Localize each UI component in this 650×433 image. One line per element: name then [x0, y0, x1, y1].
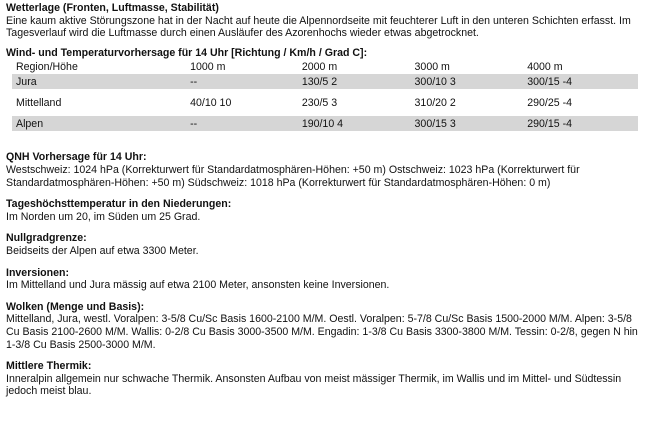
qnh-heading: QNH Vorhersage für 14 Uhr: [6, 151, 147, 164]
inversionen-text: Im Mittelland und Jura mässig auf etwa 2100 Meter, ansonsten keine Inversionen. [6, 279, 390, 292]
table-cell: 300/15 3 [411, 116, 524, 131]
wolken-text: Mittelland, Jura, westl. Voralpen: 3-5/8 Cu/Sc Basis 1600-2100 M/M. Oestl. Voralpen: 5-7/8 Cu/Sc Basis 1500-2000 M/M. Alpen: 3-5/8 Cu Basis 2100-2600 M/M. Wallis: 0-2/8 Cu Basis 3000-3500 M/M. Engadin: 1-3/8 Cu Basis 3300-3800 M/M. Tessin: 0-2/8, gegen N hin 1-3/8 Cu Basis 2500-3000 M/M. [6, 313, 638, 351]
table-cell: 300/15 -4 [523, 74, 638, 89]
table-cell: Jura [12, 74, 184, 89]
table-row [12, 74, 638, 89]
table-cell: Mittelland [16, 96, 62, 109]
temperatur-section [6, 198, 646, 223]
table-cell: 130/5 2 [298, 74, 411, 89]
column-header: Region/Höhe [16, 60, 78, 73]
table-cell: 230/5 3 [301, 96, 338, 109]
inversionen-heading: Inversionen: [6, 266, 69, 279]
table-cell: 300/10 3 [411, 74, 524, 89]
column-header: 4000 m [527, 60, 563, 73]
wetterlage-text: Eine kaum aktive Störungszone hat in der Nacht auf heute die Alpennordseite mit feuchterer Luft in den unteren Schichten erfasst. Im Tagesverlauf wird die Luftmasse durch einen Ausläufer des Azorenhochs wieder etwas abgetrocknet. [6, 14, 631, 40]
column-header: 1000 m [190, 60, 226, 73]
table-cell: 190/10 4 [298, 116, 411, 131]
wolken-heading: Wolken (Menge und Basis): [6, 300, 145, 313]
thermik-text: Inneralpin allgemein nur schwache Thermik. Ansonsten Aufbau von meist mässiger Thermik, im Wallis und im Mittel- und Südtessin jedoch meist blau. [6, 372, 622, 398]
temperatur-text: Im Norden um 20, im Süden um 25 Grad. [6, 210, 201, 223]
thermik-heading: Mittlere Thermik: [6, 360, 92, 373]
nullgrad-text: Beidseits der Alpen auf etwa 3300 Meter. [6, 244, 199, 257]
temperatur-heading: Tageshöchsttemperatur in den Niederungen: [6, 198, 232, 211]
wind-heading: Wind- und Temperaturvorhersage für 14 Uhr [Richtung / Km/h / Grad C]: [6, 46, 368, 59]
wind-table-header [12, 59, 638, 74]
wolken-section [6, 301, 646, 351]
table-cell: 290/15 -4 [523, 116, 638, 131]
column-header: 3000 m [414, 60, 450, 73]
thermik-section [6, 360, 646, 398]
table-row [12, 116, 638, 131]
wind-section [6, 47, 646, 132]
inversionen-section [6, 267, 646, 292]
table-cell: 290/25 -4 [527, 96, 573, 109]
table-cell: Alpen [12, 116, 184, 131]
wind-table [12, 59, 638, 131]
wetterlage-heading: Wetterlage (Fronten, Luftmasse, Stabilität) [6, 2, 219, 14]
nullgrad-section [6, 232, 646, 257]
table-cell: -- [184, 116, 298, 131]
table-cell: -- [184, 74, 298, 89]
qnh-section [6, 151, 646, 189]
wetterlage-section [6, 2, 646, 40]
column-header: 2000 m [301, 60, 338, 73]
qnh-text: Westschweiz: 1024 hPa (Korrekturwert für Standardatmosphären-Höhen: +50 m) Ostschweiz: 1023 hPa (Korrekturwert für Standardatmosphären-Höhen: +50 m) Südschweiz: 1018 hPa (Korrekturwert für Standardatmosphären-Höhen: 0 m) [6, 163, 580, 189]
table-row [12, 95, 638, 110]
nullgrad-heading: Nullgradgrenze: [6, 232, 87, 245]
table-cell: 40/10 10 [190, 96, 232, 109]
table-cell: 310/20 2 [414, 96, 456, 109]
